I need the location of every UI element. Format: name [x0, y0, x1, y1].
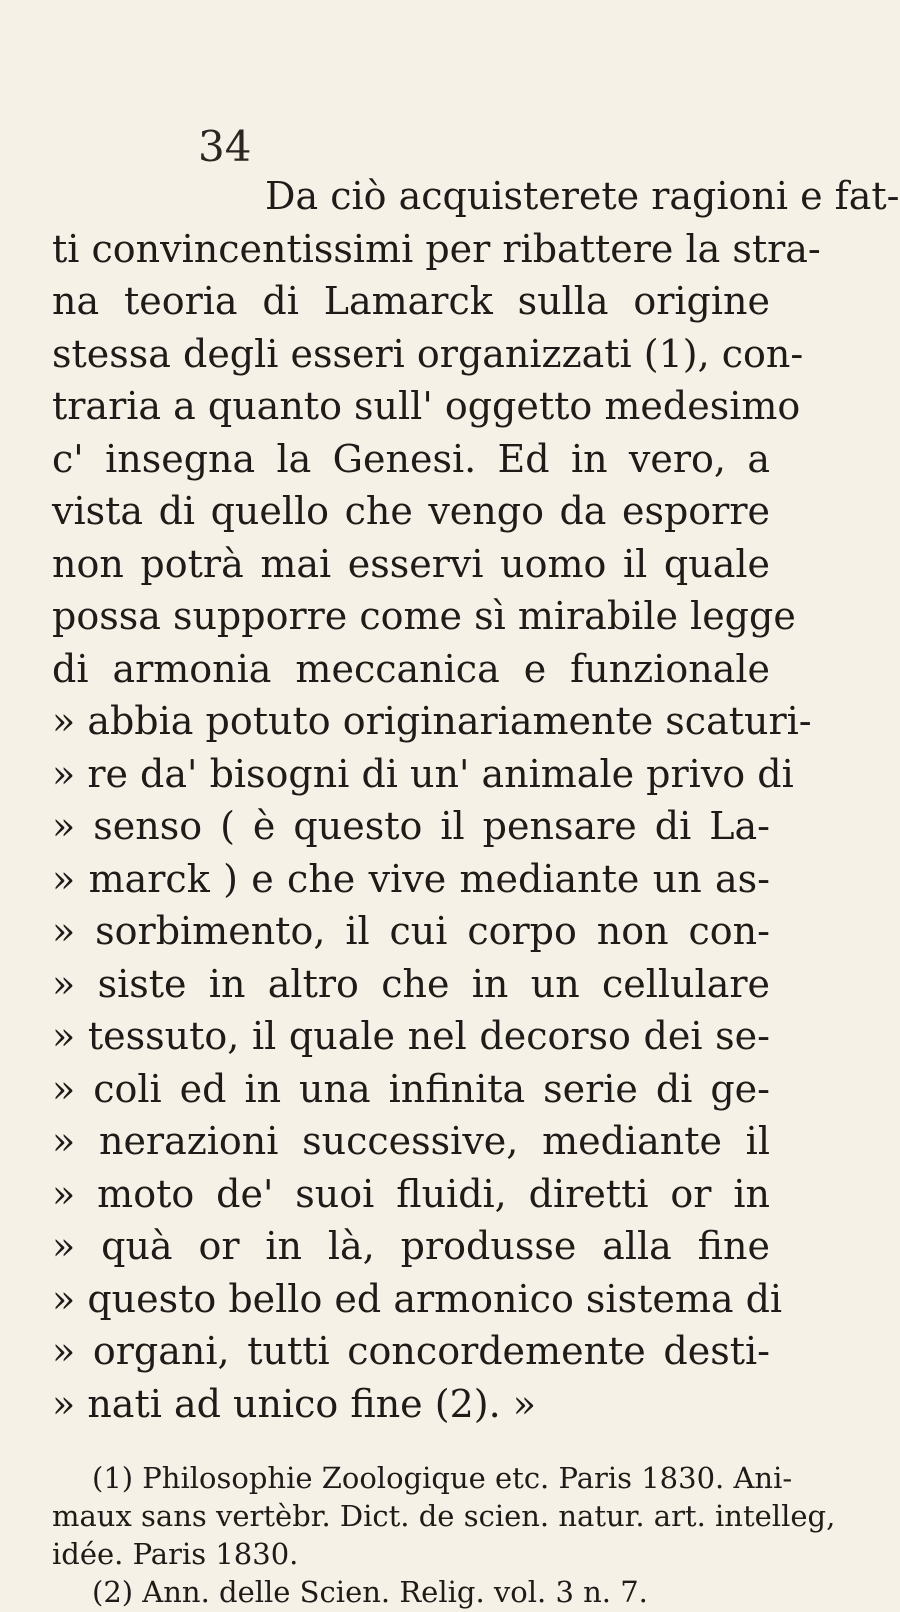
text-line: Da ciò acquisterete ragioni e fat- — [265, 174, 900, 218]
text-line: » tessuto, il quale nel decorso dei se- — [52, 1014, 770, 1058]
text-line: vista di quello che vengo da esporre — [52, 489, 770, 533]
text-line: stessa degli esseri organizzati (1), con- — [52, 331, 804, 376]
text-line: » moto de' suoi fluidi, diretti or in — [52, 1171, 770, 1216]
page-number: 34 — [198, 122, 252, 171]
text-line: » abbia potuto originariamente scaturi- — [52, 699, 812, 743]
text-line: possa supporre come sì mirabile legge — [52, 594, 796, 638]
text-line: di armonia meccanica e funzionale — [52, 646, 770, 691]
text-line: » nati ad unico fine (2). » — [52, 1381, 536, 1426]
footnote-line: idée. Paris 1830. — [52, 1537, 299, 1571]
footnote-line: (2) Ann. delle Scien. Relig. vol. 3 n. 7. — [92, 1575, 648, 1609]
text-line: traria a quanto sull' oggetto medesimo — [52, 384, 801, 428]
text-line: » quà or in là, produsse alla fine — [52, 1224, 770, 1268]
footnote-line: (1) Philosophie Zoologique etc. Paris 1830. Ani- — [92, 1461, 793, 1495]
text-line: » senso ( è questo il pensare di La- — [52, 804, 770, 848]
footnote-line: maux sans vertèbr. Dict. de scien. natur. art. intelleg, — [52, 1499, 836, 1533]
text-line: » marck ) e che vive mediante un as- — [52, 856, 770, 901]
text-line: na teoria di Lamarck sulla origine — [52, 279, 770, 323]
text-line: non potrà mai esservi uomo il quale — [52, 541, 770, 586]
text-line: » organi, tutti concordemente desti- — [52, 1329, 770, 1373]
text-line: » questo bello ed armonico sistema di — [52, 1276, 783, 1321]
text-line: » sorbimento, il cui corpo non con- — [52, 909, 770, 953]
text-line: » re da' bisogni di un' animale privo di — [52, 751, 794, 796]
text-line: » nerazioni successive, mediante il — [52, 1119, 770, 1163]
text-line: » coli ed in una infinita serie di ge- — [52, 1066, 770, 1111]
text-line: c' insegna la Genesi. Ed in vero, a — [52, 436, 770, 481]
text-line: » siste in altro che in un cellulare — [52, 961, 770, 1006]
text-line: ti convincentissimi per ribattere la stra- — [52, 226, 821, 271]
